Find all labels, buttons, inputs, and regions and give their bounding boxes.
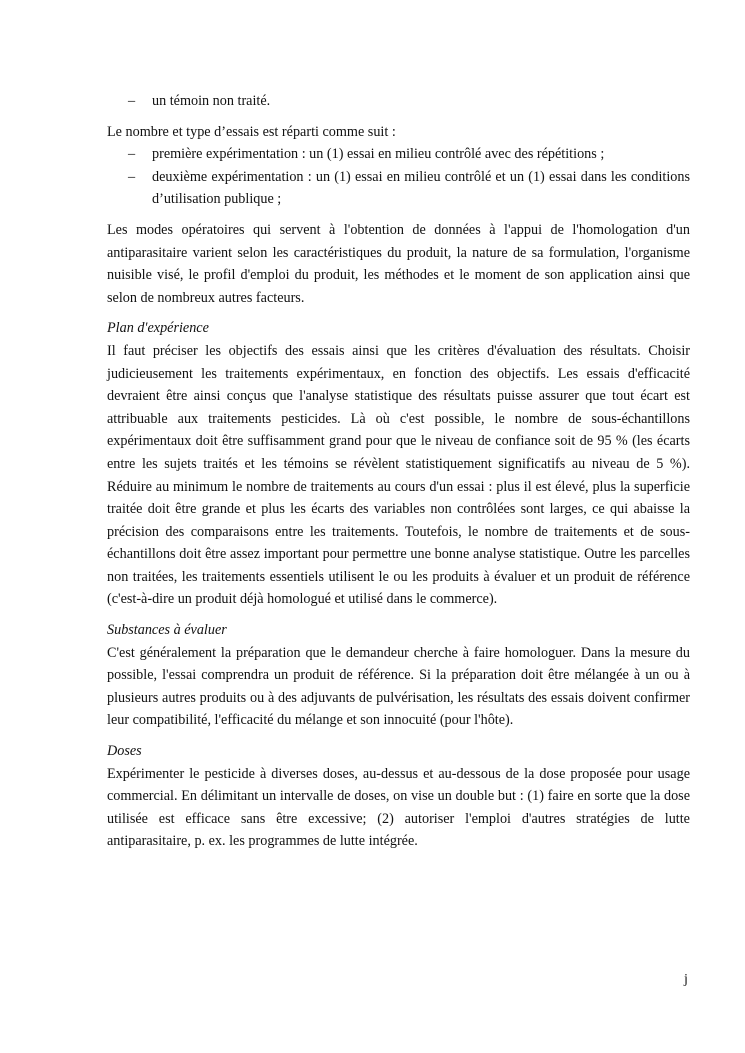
- intro-paragraph: Le nombre et type d’essais est réparti comme suit :: [107, 123, 396, 140]
- section-body: Il faut préciser les objectifs des essais ainsi que les critères d'évaluation des résultats. Choisir judicieusement les traitements expérimentaux, en fonction des objectifs. Les essais d'efficacité devraient être ainsi conçus que l'analyse statistique des résultats puisse assurer que tout écart est attribuable aux traitements pesticides. Là où c'est possible, le nombre de sous-échantillons expérimentaux doit être suffisamment grand pour que le niveau de confiance soit de 95 % (les écarts entre les sujets traités et les témoins se révèlent statistiquement significatifs au niveau de 5 %). Réduire au minimum le nombre de traitements au cours d'un essai : plus il est élevé, plus la superficie traitée doit être grande et plus les écarts des variables non contrôlées sont larges, ce qui abaisse la précision des comparaisons entre les traitements. Toutefois, le nombre de traitements et de sous-échantillons doit être assez important pour permettre une bonne analyse statistique. Outre les parcelles non traitées, les traitements essentiels utilisent le ou les produits à évaluer et un produit de référence (c'est-à-dire un produit déjà homologué et utilisé dans le commerce).: [107, 342, 690, 608]
- section-heading: Plan d'expérience: [107, 320, 209, 337]
- dash-bullet: –: [128, 146, 136, 163]
- section-heading: Doses: [107, 743, 142, 760]
- bullet-list-trials: [107, 143, 690, 211]
- list-item: – un témoin non traité.: [107, 90, 690, 113]
- page-content: [107, 90, 690, 853]
- list-item: – première expérimentation : un (1) essai en milieu contrôlé avec des répétitions ;: [107, 143, 690, 166]
- dash-bullet: –: [128, 168, 136, 185]
- section-substances: [107, 619, 690, 732]
- section-body: Expérimenter le pesticide à diverses doses, au-dessus et au-dessous de la dose proposée pour usage commercial. En délimitant un intervalle de doses, on vise un double but : (1) faire en sorte que la dose utilisée est efficace sans être excessive; (2) autoriser l'emploi d'autres stratégies de lutte antiparasitaire, p. ex. les programmes de lutte intégrée.: [107, 765, 690, 850]
- section-heading: Substances à évaluer: [107, 622, 227, 639]
- list-item: – deuxième expérimentation : un (1) essai en milieu contrôlé et un (1) essai dans les conditions d’utilisation publique ;: [107, 166, 690, 211]
- bullet-list-controls: [107, 90, 690, 113]
- dash-bullet: –: [128, 93, 136, 109]
- section-plan-experience: [107, 317, 690, 611]
- section-body: C'est généralement la préparation que le demandeur cherche à faire homologuer. Dans la mesure du possible, l'essai comprendra un produit de référence. Si la préparation doit être mélangée à un ou à plusieurs autres produits ou à des adjuvants de pulvérisation, les résultats des essais doivent confirmer leur compatibilité, l'efficacité du mélange et son innocuité (pour l'hôte).: [107, 644, 690, 729]
- section-doses: [107, 740, 690, 853]
- operating-modes-paragraph: Les modes opératoires qui servent à l'obtention de données à l'appui de l'homologation d'un antiparasitaire varient selon les caractéristiques du produit, la nature de sa formulation, l'organisme nuisible visé, le profil d'emploi du produit, les méthodes et le moment de son application ainsi que selon de nombreux autres facteurs.: [107, 221, 690, 306]
- page-number: j: [684, 972, 688, 987]
